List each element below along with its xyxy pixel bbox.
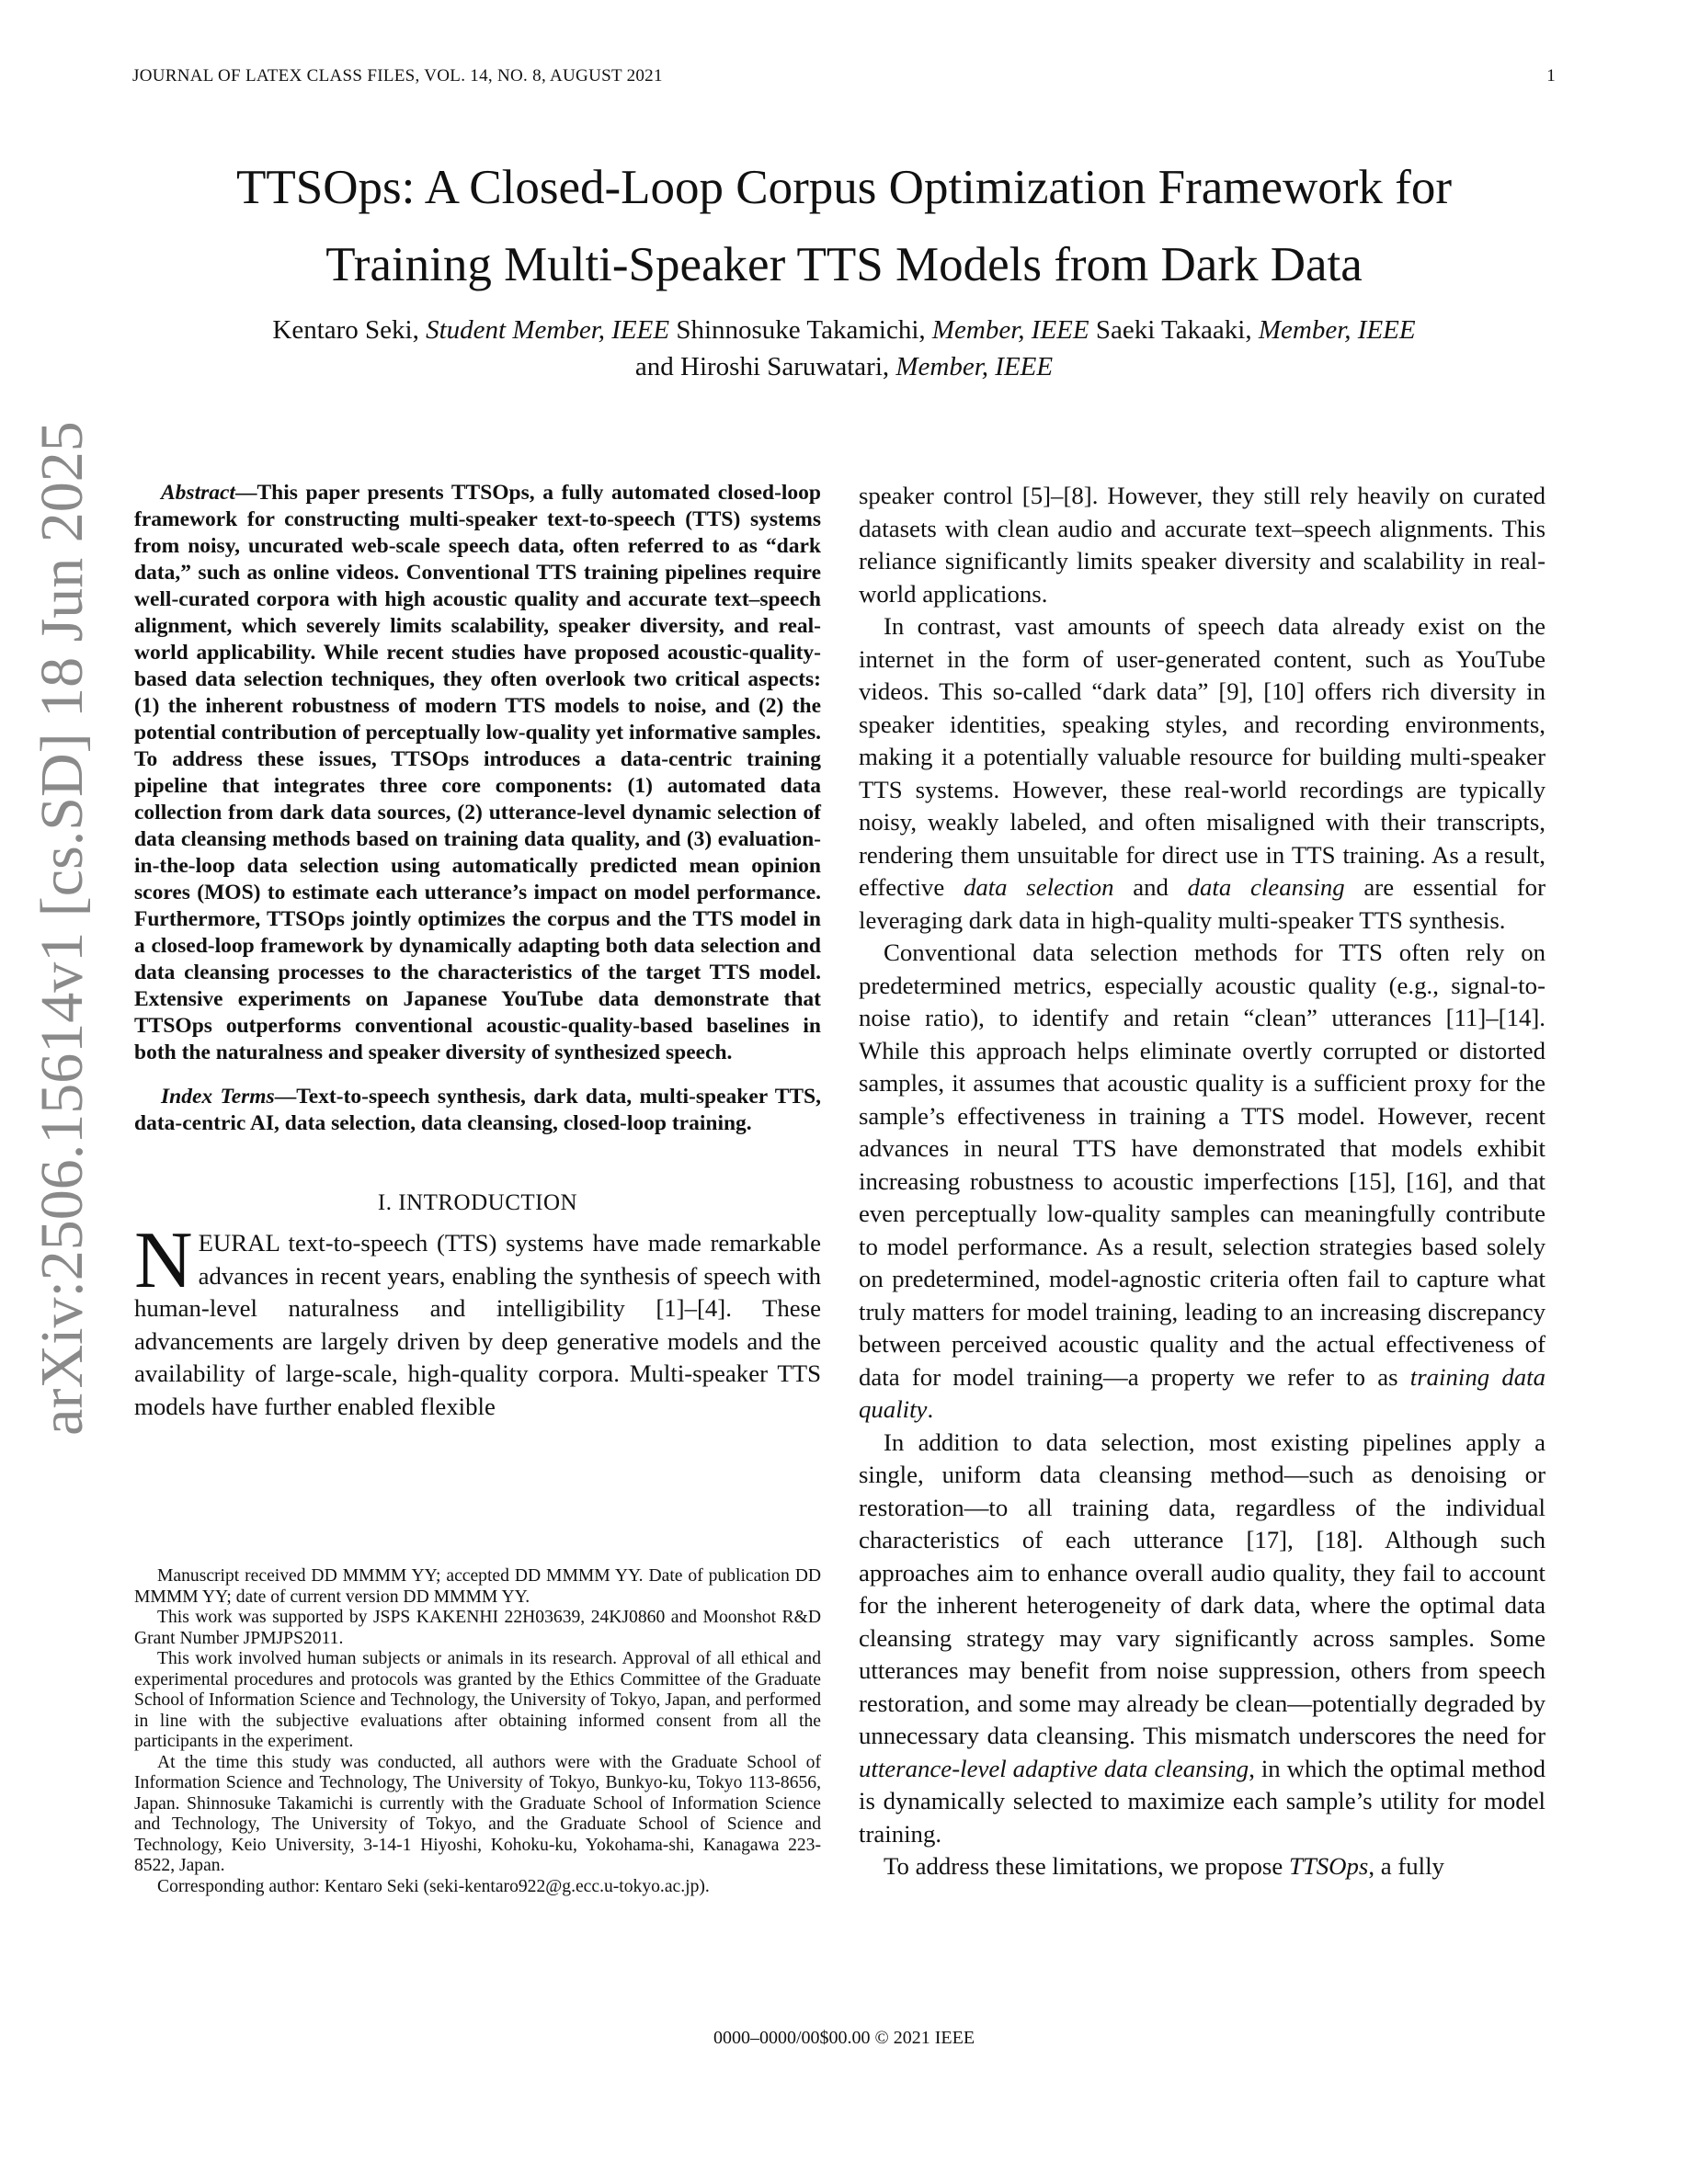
author-role: Member, IEEE — [895, 352, 1054, 381]
journal-name: JOURNAL OF LATEX CLASS FILES, VOL. 14, NO. 8, AUGUST 2021 — [132, 66, 663, 85]
author-role: Member, IEEE — [931, 315, 1089, 345]
copyright-footer: 0000–0000/00$00.00 © 2021 IEEE — [713, 2028, 975, 2048]
emphasis-data-selection: data selection — [963, 873, 1114, 901]
intro-paragraph-1 — [134, 1216, 821, 1423]
abstract — [134, 480, 821, 1066]
paragraph-text: and — [1113, 873, 1188, 901]
emphasis-ttsops: TTSOps — [1288, 1852, 1369, 1880]
running-header — [132, 66, 1556, 94]
paper-title — [132, 149, 1556, 303]
intro-paragraph-4 — [859, 1427, 1545, 1851]
emphasis-adaptive-cleansing: utterance-level adaptive data cleansing — [859, 1754, 1249, 1782]
author-name: Saeki Takaaki, — [1095, 315, 1252, 345]
intro-paragraph-1-continued: speaker control [5]–[8]. However, they still rely heavily on curated datasets with clean audio and accurate text–speech alignments. This reliance significantly limits speaker diversity and scalability in real-world applications. — [859, 482, 1545, 608]
footnote-corresponding-author: Corresponding author: Kentaro Seki (seki-kentaro922@g.ecc.u-tokyo.ac.jp). — [157, 1876, 710, 1896]
arxiv-identifier: arXiv:2506.15614v1 [cs.SD] 18 Jun 2025 — [29, 421, 96, 1436]
emphasis-data-cleansing: data cleansing — [1187, 873, 1345, 901]
right-column — [859, 480, 1545, 1883]
paragraph-text: , in which the optimal method is dynamically selected to maximize each sample’s utility for model training. — [859, 1754, 1545, 1848]
footnote-affiliations: At the time this study was conducted, all authors were with the Graduate School of Information Science and Technology, The University of Tokyo, Bunkyo-ku, Tokyo 113-8656, Japan. Shinnosuke Takamichi is currently with the Graduate School of Information Science and Technology, The University of Tokyo, and the Graduate School of Science and Technology, Keio University, 3-14-1 Hiyoshi, Kohoku-ku, Yokohama-shi, Kanagawa 223-8522, Japan. — [134, 1752, 821, 1875]
index-terms-text: —Text-to-speech synthesis, dark data, multi-speaker TTS, data-centric AI, data selection, data cleansing, closed-loop training. — [134, 1085, 821, 1135]
author-line-2 — [132, 348, 1556, 385]
page-number: 1 — [1546, 66, 1556, 85]
author-role: Member, IEEE — [1258, 315, 1416, 345]
paragraph-text: Conventional data selection methods for TTS often rely on predetermined metrics, especially acoustic quality (e.g., signal-to-noise ratio), to identify and retain “clean” utterances [11]–[14]. While this approach helps eliminate overtly corrupted or distorted samples, it assumes that acoustic quality is a sufficient proxy for the sample’s effectiveness in training a TTS model. However, recent advances in neural TTS have demonstrated that models exhibit increasing robustness to acoustic imperfections [15], [16], and that even perceptually low-quality samples can meaningfully contribute to model performance. As a result, selection strategies based solely on predetermined, model-agnostic criteria often fail to capture what truly matters for model training, leading to an increasing discrepancy between perceived acoustic quality and the actual effectiveness of data for model training—a property we refer to as — [859, 938, 1545, 1391]
paragraph-text: are essential for leveraging dark data in high-quality multi-speaker TTS synthesis. — [859, 873, 1545, 934]
emphasis-training-data-quality: training data quality — [859, 1362, 1545, 1423]
intro-paragraph-3 — [859, 937, 1545, 1427]
drop-cap: N — [134, 1216, 193, 1305]
author-list — [132, 312, 1556, 385]
paragraph-text: In contrast, vast amounts of speech data already exist on the internet in the form of user-generated content, such as YouTube videos. This so-called “dark data” [9], [10] offers rich diversity in speaker identities, speaking styles, and recording environments, making it a potentially valuable resource for building multi-speaker TTS systems. However, these real-world recordings are typically noisy, weakly labeled, and often misaligned with their transcripts, rendering them unsuitable for direct use in TTS training. As a result, effective — [859, 612, 1545, 901]
abstract-text: —This paper presents TTSOps, a fully automated closed-loop framework for constructing multi-speaker text-to-speech (TTS) systems from noisy, uncurated web-scale speech data, often referred to as “dark data,” such as online videos. Conventional TTS training pipelines require well-curated corpora with high acoustic quality and accurate text–speech alignment, which severely limits scalability, speaker diversity, and real-world applicability. While recent studies have proposed acoustic-quality-based data selection techniques, they often overlook two critical aspects: (1) the inherent robustness of modern TTS models to noise, and (2) the potential contribution of perceptually low-quality yet informative samples. To address these issues, TTSOps introduces a data-centric training pipeline that integrates three core components: (1) automated data collection from dark data sources, (2) utterance-level dynamic selection of data cleansing methods based on training data quality, and (3) evaluation-in-the-loop data selection using automatically predicted mean opinion scores (MOS) to estimate each utterance’s impact on model performance. Furthermore, TTSOps jointly optimizes the corpus and the TTS model in a closed-loop framework by dynamically adapting both data selection and data cleansing processes to the characteristics of the target TTS model. Extensive experiments on Japanese YouTube data demonstrate that TTSOps outperforms conventional acoustic-quality-based baselines in both the naturalness and speaker diversity of synthesized speech. — [134, 481, 821, 1064]
index-terms — [134, 1084, 821, 1137]
paragraph-text: To address these limitations, we propose — [884, 1852, 1289, 1880]
intro-paragraph-2 — [859, 610, 1545, 937]
abstract-lead: Abstract — [161, 481, 235, 505]
footnote-ethics: This work involved human subjects or animals in its research. Approval of all ethical and experimental procedures and protocols was granted by the Ethics Committee of the Graduate School of Information Science and Technology, the University of Tokyo, Japan, and performed in line with the subjective evaluations after obtaining informed consent from all the participants in the experiment. — [134, 1649, 821, 1751]
footnote-funding: This work was supported by JSPS KAKENHI 22H03639, 24KJ0860 and Moonshot R&D Grant Number JPMJPS2011. — [134, 1608, 821, 1648]
title-line-2: Training Multi-Speaker TTS Models from Dark Data — [325, 238, 1363, 291]
author-role: Student Member, IEEE — [426, 315, 670, 345]
index-terms-lead: Index Terms — [161, 1085, 275, 1109]
paragraph-text: , a fully — [1368, 1852, 1444, 1880]
left-column — [134, 480, 821, 1423]
author-name: and Hiroshi Saruwatari, — [634, 352, 890, 381]
author-name: Kentaro Seki, — [272, 315, 419, 345]
footnotes — [134, 1566, 821, 1897]
paragraph-text: In addition to data selection, most existing pipelines apply a single, uniform data cleansing method—such as denoising or restoration—to all training data, regardless of the individual characteristics of each utterance [17], [18]. Although such approaches aim to enhance overall audio quality, they fail to account for the inherent heterogeneity of dark data, where the optimal data cleansing strategy may vary significantly across samples. Some utterances may benefit from noise suppression, others from speech restoration, and some may already be clean—potentially degraded by unnecessary data cleansing. This mismatch underscores the need for — [859, 1428, 1545, 1749]
author-line-1 — [132, 312, 1556, 348]
title-line-1: TTSOps: A Closed-Loop Corpus Optimization Framework for — [236, 161, 1452, 214]
intro-paragraph-1-text: EURAL text-to-speech (TTS) systems have made remarkable advances in recent years, enabling the synthesis of speech with human-level naturalness and intelligibility [1]–[4]. These advancements are largely driven by deep generative models and the availability of large-scale, high-quality corpora. Multi-speaker TTS models have further enabled flexible — [134, 1229, 821, 1420]
footnote-manuscript: Manuscript received DD MMMM YY; accepted DD MMMM YY. Date of publication DD MMMM YY; date of current version DD MMMM YY. — [134, 1566, 821, 1607]
section-heading-introduction: I. INTRODUCTION — [377, 1190, 578, 1215]
author-name: Shinnosuke Takamichi, — [676, 315, 926, 345]
paragraph-text: . — [927, 1395, 934, 1423]
intro-paragraph-5 — [859, 1850, 1545, 1883]
